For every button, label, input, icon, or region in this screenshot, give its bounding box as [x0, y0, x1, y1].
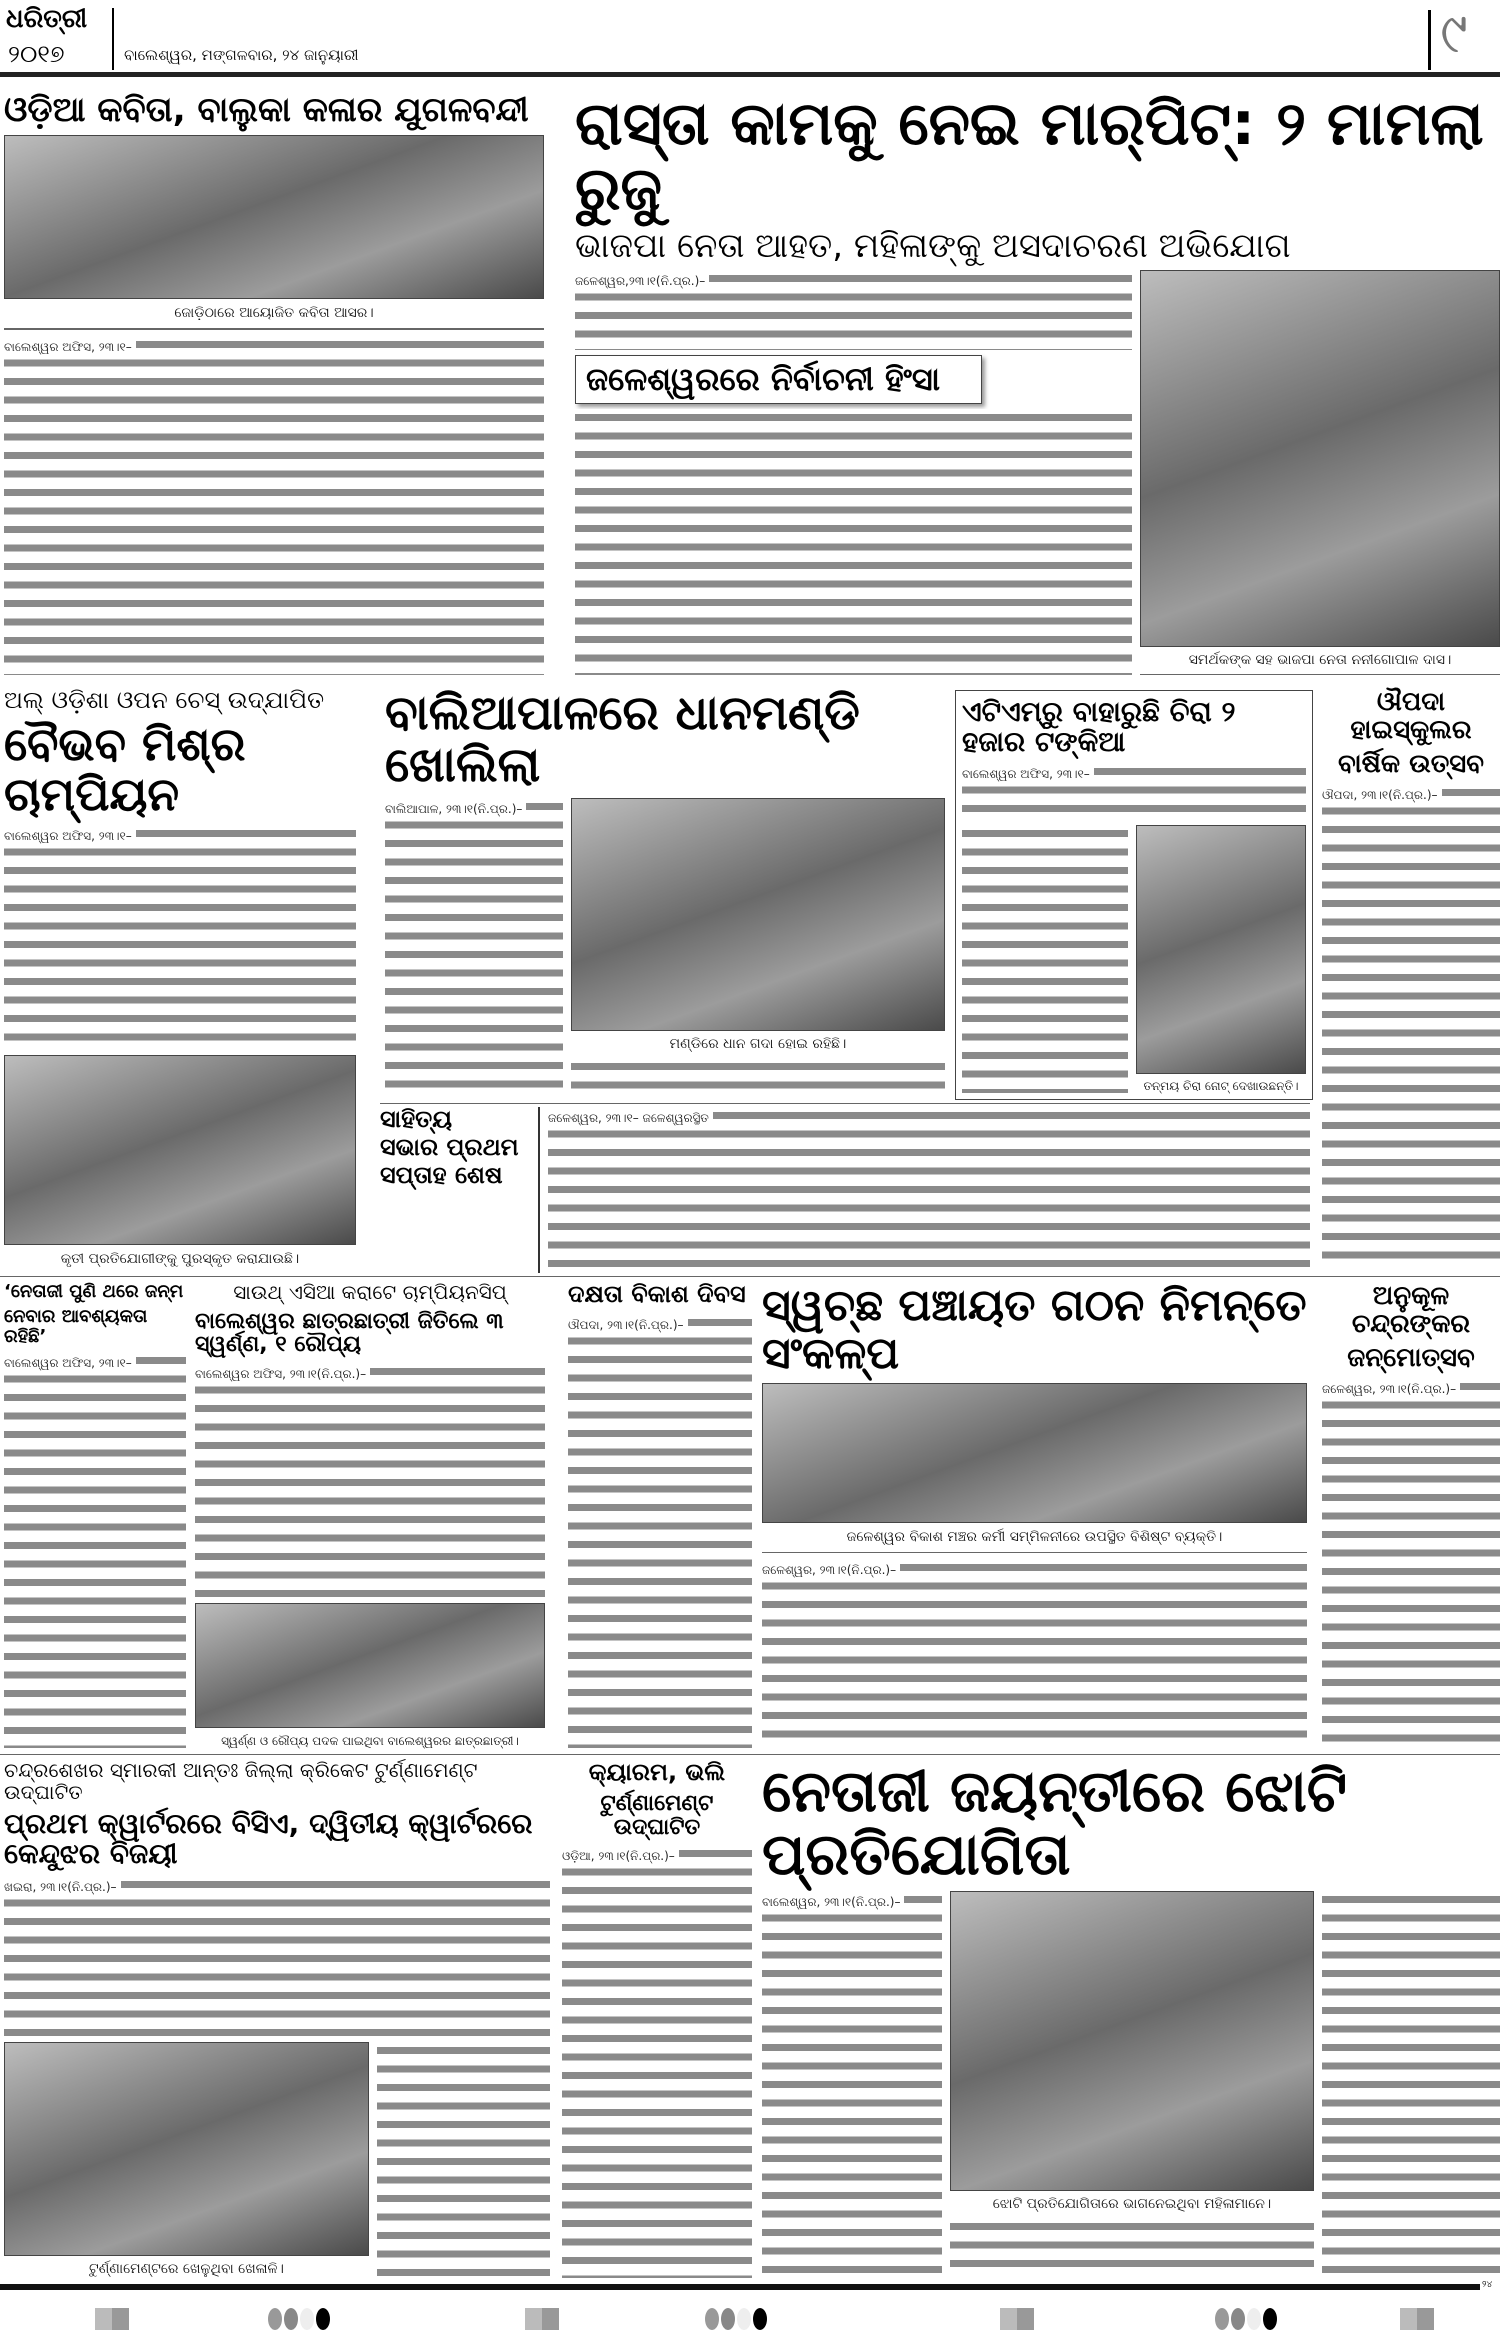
road-story: [575, 89, 1500, 675]
anukul-body: ଜଳେଶ୍ୱର, ୨୩।୧(ନି.ପ୍ର.)–: [1322, 1378, 1500, 1748]
row-divider: [0, 1754, 1500, 1755]
date-line: ବାଲେଶ୍ୱର, ମଙ୍ଗଳବାର, ୨୪ ଜାନୁୟାରୀ: [124, 46, 359, 64]
carrom-body: ଓଡ଼ିଆ, ୨୩।୧(ନି.ପ୍ର.)–: [562, 1845, 752, 2278]
road-body: ଜଳେଶ୍ୱର,୨୩।୧(ନି.ପ୍ର.)–: [575, 270, 1132, 350]
mandi-caption: ମଣ୍ଡିରେ ଧାନ ଗଦା ହୋଇ ରହିଛି।: [669, 1036, 847, 1053]
mandi-body-2: [571, 1058, 945, 1098]
road-inset-box: [575, 355, 982, 404]
cricket-body: ଖଇରା, ୨୩।୧(ନି.ପ୍ର.)–: [4, 1876, 550, 2036]
atm-caption: ତନ୍ମୟ ଚିରା ନୋଟ୍ ଦେଖାଉଛନ୍ତି।: [1143, 1078, 1299, 1093]
atm-headline: ଏଟିଏମ୍‌ରୁ ବାହାରୁଛି ଚିରା ୨ ହଜାର ଟଙ୍କିଆ: [962, 695, 1236, 759]
registration-mark: [1000, 2308, 1034, 2330]
poetry-caption: ଜୋଡ଼ିଠାରେ ଆୟୋଜିତ କବିତା ଆସର।: [174, 304, 374, 321]
road-inset-title: ଜଳେଶ୍ୱରରେ ନିର୍ବାଚନୀ ହିଂସା: [586, 360, 941, 399]
row-divider: [0, 1276, 1500, 1277]
divider: [380, 1103, 1310, 1104]
karate-body: ବାଲେଶ୍ୱର ଅଫିସ, ୨୩।୧(ନି.ପ୍ର.)–: [195, 1363, 545, 1597]
page-number-divider: [1428, 10, 1431, 70]
footer-code: ୨୪: [1482, 2280, 1493, 2290]
netaji-quote-headline-1: ‘ନେତାଜୀ ପୁଣି ଥରେ ଜନ୍ମ: [4, 1281, 184, 1302]
road-headline: ରାସ୍ତା କାମକୁ ନେଇ ମାର୍‌ପିଟ୍: ୨ ମାମଲା ରୁଜୁ: [575, 89, 1484, 224]
registration-mark: [525, 2308, 559, 2330]
mandi-photo: [571, 798, 945, 1032]
atm-body: ବାଲେଶ୍ୱର ଅଫିସ, ୨୩।୧–: [962, 763, 1306, 819]
registration-mark: [95, 2308, 129, 2330]
netaji-body-2: [950, 2218, 1314, 2278]
chess-story: [4, 688, 356, 1268]
mandi-story: [385, 685, 945, 1098]
masthead: [0, 0, 1500, 80]
cricket-caption: ଟୁର୍ଣ୍ଣାମେଣ୍ଟରେ ଖେଳୁଥିବା ଖେଳାଳି।: [89, 2261, 284, 2278]
cricket-story: [4, 1760, 550, 2278]
cricket-body-2: [377, 2042, 550, 2278]
chess-photo: [4, 1055, 356, 1245]
netaji-body: ବାଲେଶ୍ୱର, ୨୩।୧(ନି.ପ୍ର.)–: [762, 1891, 942, 2278]
netaji-headline: ନେତାଜୀ ଜୟନ୍ତୀରେ ଝୋଟି ପ୍ରତିଯୋଗିତା: [762, 1757, 1348, 1888]
page-number: ୯: [1440, 1, 1468, 66]
masthead-divider: [112, 8, 114, 70]
atm-story-box: [955, 690, 1313, 1100]
newspaper-logo: ଧରିତ୍ରୀ: [6, 4, 88, 34]
road-subhead: ଭାଜପା ନେତା ଆହତ, ମହିଳାଙ୍କୁ ଅସଦାଚରଣ ଅଭିଯୋଗ: [575, 225, 1291, 266]
poetry-headline: ଓଡ଼ିଆ କବିତା, ବାଲୁକା କଳାର ଯୁଗଳବନ୍ଦୀ: [4, 90, 529, 130]
anukul-story: [1322, 1282, 1500, 1748]
carrom-headline-1: କ୍ୟାରମ, ଭଲି: [588, 1758, 726, 1786]
netaji-quote-headline-2: ନେବାର ଆବଶ୍ୟକତା ରହିଛି’: [4, 1306, 148, 1347]
netaji-story: [762, 1757, 1500, 2278]
edition-year: ୨୦୧୭: [8, 40, 65, 68]
karate-kicker: ସାଉଥ୍ ଏସିଆ କରାଟେ ଚାମ୍ପିୟନସିପ୍: [233, 1280, 507, 1304]
panchayat-caption: ଜଳେଶ୍ୱର ବିକାଶ ମଞ୍ଚର କର୍ମୀ ସମ୍ମିଳନୀରେ ଉପସ୍ଥିତ ବିଶିଷ୍ଟ ବ୍ୟକ୍ତି।: [846, 1529, 1223, 1546]
sahitya-title-1: ସାହିତ୍ୟ: [380, 1105, 453, 1133]
sahitya-title-3: ସପ୍ତାହ ଶେଷ: [380, 1160, 503, 1189]
netaji-quote-story: [4, 1282, 186, 1748]
atm-photo: [1136, 825, 1306, 1073]
cricket-headline: ପ୍ରଥମ କ୍ୱାର୍ଟରରେ ବିସିଏ, ଦ୍ୱିତୀୟ କ୍ୱାର୍ଟରରେ କେନ୍ଦୁଝର ବିଜୟୀ: [4, 1807, 533, 1871]
netaji-caption: ଝୋଟି ପ୍ରତିଯୋଗିତାରେ ଭାଗନେଇଥିବା ମହିଳାମାନେ।: [992, 2196, 1272, 2213]
netaji-body-3: [1322, 1891, 1500, 2278]
school-headline-2: ବାର୍ଷିକ ଉତ୍ସବ: [1338, 749, 1484, 780]
chess-headline: ବୈଭବ ମିଶ୍ର ଚାମ୍ପିୟନ: [4, 716, 246, 821]
divider: [4, 328, 544, 330]
poetry-story: [4, 92, 544, 675]
school-body: ଔପଦା, ୨୩।୧(ନି.ପ୍ର.)–: [1322, 784, 1500, 1268]
skill-body: ଔପଦା, ୨୩।୧(ନି.ପ୍ର.)–: [568, 1314, 752, 1748]
panchayat-body: ଜଳେଶ୍ୱର, ୨୩।୧(ନି.ପ୍ର.)–: [762, 1559, 1307, 1748]
poetry-photo: [4, 135, 544, 299]
registration-mark: [1400, 2308, 1434, 2330]
color-registration-dots: [268, 2308, 330, 2330]
carrom-story: [562, 1760, 752, 2278]
chess-caption: କୃତୀ ପ୍ରତିଯୋଗୀଙ୍କୁ ପୁରସ୍କୃତ କରାଯାଉଛି।: [60, 1251, 300, 1268]
panchayat-photo: [762, 1383, 1307, 1523]
karate-photo: [195, 1603, 545, 1728]
divider: [762, 1552, 1307, 1553]
chess-kicker: ଅଲ୍ ଓଡ଼ିଶା ଓପନ ଚେସ୍ ଉଦ୍‌ଯାପିତ: [4, 686, 325, 714]
school-headline-1: ଔପଦା ହାଇସ୍କୁଲର: [1350, 687, 1472, 746]
footer-rule: [0, 2284, 1480, 2290]
road-photo: [1140, 270, 1500, 647]
skill-headline: ଦକ୍ଷତା ବିକାଶ ଦିବସ: [568, 1280, 746, 1308]
road-caption: ସମର୍ଥକଙ୍କ ସହ ଭାଜପା ନେତା ନନୀଗୋପାଳ ଦାସ।: [1188, 652, 1452, 669]
mandi-headline: ବାଲିଆପାଳରେ ଧାନମଣ୍ଡି ଖୋଲିଲା: [385, 685, 860, 793]
karate-caption: ସ୍ୱର୍ଣ୍ଣ ଓ ରୌପ୍ୟ ପଦକ ପାଇଥିବା ବାଲେଶ୍ୱରର ଛାତ୍ରଛାତ୍ରୀ।: [221, 1733, 519, 1748]
school-story: [1322, 688, 1500, 1268]
atm-body-2: [962, 825, 1128, 1093]
sahitya-title-box: [380, 1107, 540, 1273]
sahitya-title-2: ସଭାର ପ୍ରଥମ: [380, 1132, 519, 1161]
color-registration-dots: [1215, 2308, 1277, 2330]
carrom-headline-2: ଟୁର୍ଣ୍ଣାମେଣ୍ଟ ଉଦ୍‌ଘାଟିତ: [600, 1790, 714, 1840]
netaji-photo: [950, 1891, 1314, 2191]
cricket-photo: [4, 2042, 369, 2256]
panchayat-headline: ସ୍ୱଚ୍ଛ ପଞ୍ଚାୟତ ଗଠନ ନିମନ୍ତେ ସଂକଳ୍ପ: [762, 1280, 1307, 1379]
netaji-quote-body: ବାଲେଶ୍ୱର ଅଫିସ, ୨୩।୧–: [4, 1352, 186, 1748]
anukul-headline-2: ଜନ୍ମୋତ୍ସବ: [1347, 1343, 1475, 1374]
anukul-headline-1: ଅନୁକୂଳ ଚନ୍ଦ୍ରଙ୍କର: [1351, 1281, 1471, 1340]
karate-story: [195, 1282, 545, 1748]
sahitya-story: [380, 1107, 1310, 1273]
cricket-kicker: ଚନ୍ଦ୍ରଶେଖର ସ୍ମାରକୀ ଆନ୍ତଃ ଜିଲ୍ଲା କ୍ରିକେଟ ଟୁର୍ଣ୍ଣାମେଣ୍ଟ ଉଦ୍‌ଘାଟିତ: [4, 1758, 478, 1804]
karate-headline: ବାଲେଶ୍ୱର ଛାତ୍ରଛାତ୍ରୀ ଜିତିଲେ ୩ ସ୍ୱର୍ଣ୍ଣ, ୧ ରୌପ୍ୟ: [195, 1308, 504, 1358]
masthead-rule: [0, 72, 1500, 77]
mandi-body: ବାଲିଆପାଳ, ୨୩।୧(ନି.ପ୍ର.)–: [385, 798, 563, 1098]
sahitya-body: ଜଳେଶ୍ୱର, ୨୩।୧– ଜଳେଶ୍ୱରସ୍ଥିତ: [548, 1107, 1310, 1273]
skill-story: [568, 1282, 752, 1748]
road-body-2: [575, 409, 1132, 675]
chess-body: ବାଲେଶ୍ୱର ଅଫିସ, ୨୩।୧–: [4, 825, 356, 1049]
poetry-body: ବାଲେଶ୍ୱର ଅଫିସ, ୨୩।୧–: [4, 336, 544, 675]
color-registration-dots: [705, 2308, 767, 2330]
divider: [1140, 674, 1500, 675]
panchayat-story: [762, 1282, 1307, 1748]
